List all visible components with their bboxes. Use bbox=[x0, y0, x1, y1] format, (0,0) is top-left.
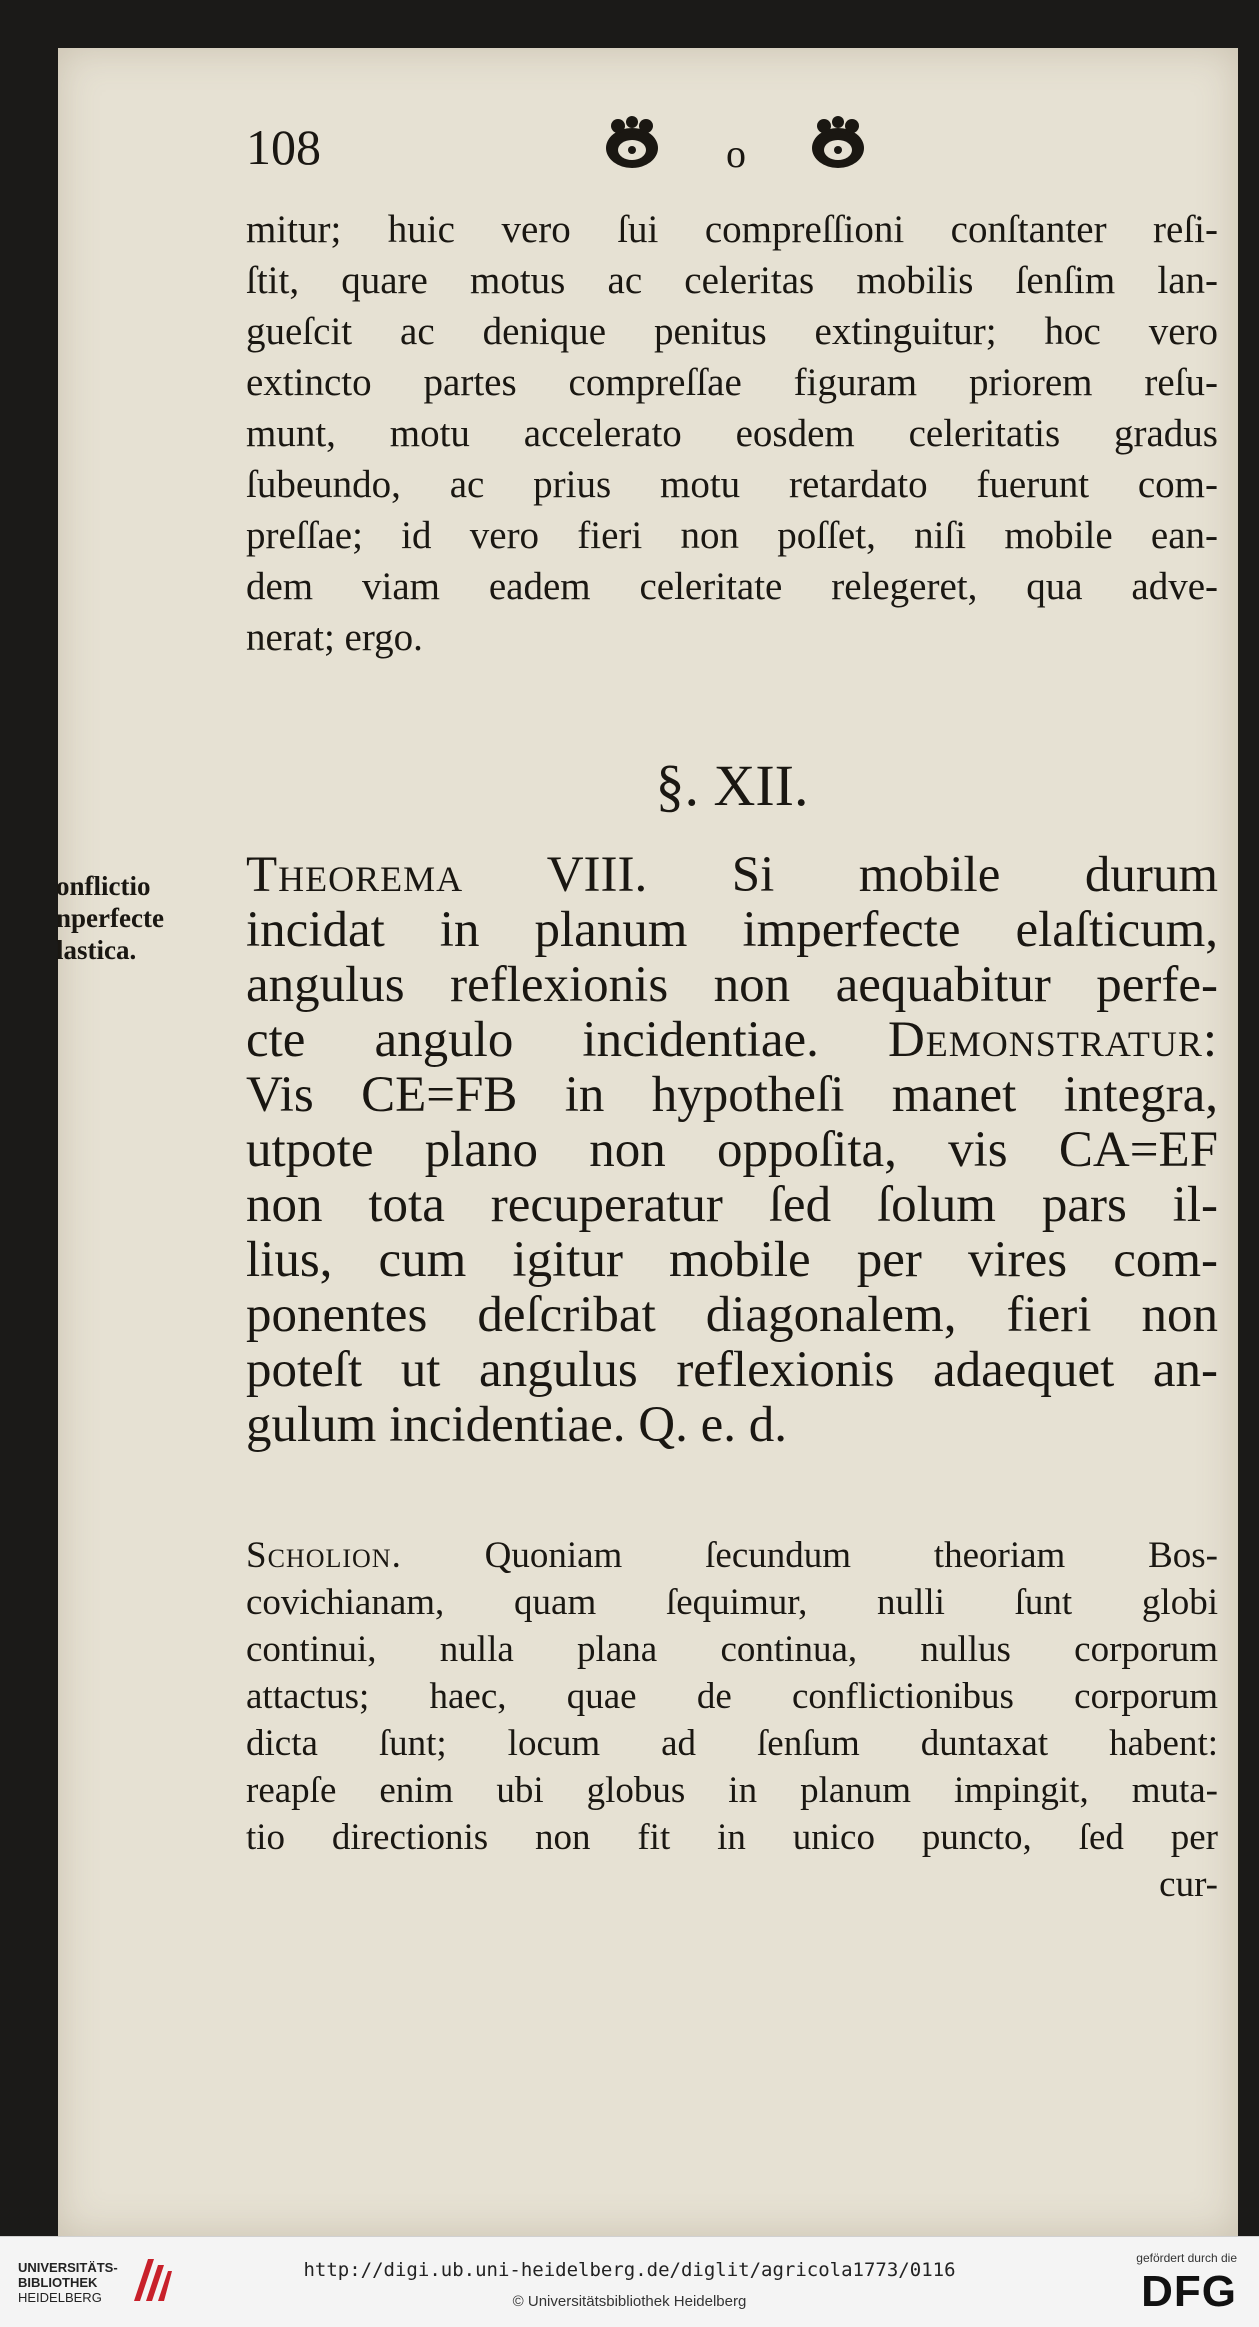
text-line: dem viam eadem celeritate relegeret, qua adve- bbox=[246, 565, 1218, 608]
theorem-number: VIII. bbox=[546, 847, 648, 903]
library-name-line: BIBLIOTHEK bbox=[18, 2275, 98, 2290]
text-line: continui, nulla plana continua, nullus corporum bbox=[246, 1629, 1218, 1670]
demonstratur-label: Demonstratur: bbox=[887, 1012, 1218, 1068]
text-line: tio directionis non fit in unico puncto, ſed per bbox=[246, 1817, 1218, 1858]
margin-note-line: lastica. bbox=[56, 935, 137, 965]
text-line: gulum incidentiae. Q. e. d. bbox=[246, 1397, 788, 1453]
text-segment: cte angulo incidentiae. bbox=[246, 1012, 819, 1068]
scholion-text: Quoniam ſecundum theoriam Bos- bbox=[484, 1535, 1219, 1576]
page-number: 108 bbox=[246, 119, 321, 175]
theorem-first-line bbox=[246, 848, 1218, 903]
ornament-left-icon bbox=[596, 114, 668, 176]
theorem-demo-line bbox=[246, 1013, 1218, 1068]
text-line: covichianam, quam ſequimur, nulli ſunt globi bbox=[246, 1582, 1218, 1623]
library-name-line: UNIVERSITÄTS- bbox=[18, 2260, 118, 2275]
copyright-notice: © Universitätsbibliothek Heidelberg bbox=[512, 2293, 747, 2310]
text-line: non tota recuperatur ſed ſolum pars il- bbox=[246, 1177, 1218, 1233]
text-line: angulus reflexionis non aequabitur perfe- bbox=[246, 957, 1218, 1013]
text-line: munt, motu accelerato eosdem celeritatis gradus bbox=[246, 412, 1218, 455]
text-line: ſtit, quare motus ac celeritas mobilis ſenſim lan- bbox=[246, 259, 1218, 302]
theorem-label: Theorema bbox=[246, 847, 464, 903]
text-line: ponentes deſcribat diagonalem, fieri non bbox=[246, 1287, 1218, 1343]
header-center-mark: o bbox=[726, 131, 746, 176]
top-paragraph bbox=[246, 204, 1218, 663]
library-name-line: HEIDELBERG bbox=[18, 2290, 102, 2305]
text-line: attactus; haec, quae de conflictionibus corporum bbox=[246, 1676, 1218, 1717]
margin-note bbox=[56, 870, 216, 966]
text-line: Vis CE=FB in hypotheſi manet integra, bbox=[246, 1067, 1218, 1123]
text-line: reapſe enim ubi globus in planum impingit, muta- bbox=[246, 1770, 1218, 1811]
text-line: dicta ſunt; locum ad ſenſum duntaxat habent: bbox=[246, 1723, 1218, 1764]
catchword: cur- bbox=[1159, 1864, 1218, 1905]
text-line: ſubeundo, ac prius motu retardato fuerunt com- bbox=[246, 463, 1218, 506]
page-header bbox=[246, 108, 1206, 188]
funding-caption: gefördert durch die bbox=[1136, 2251, 1237, 2265]
section-heading: §. XII. bbox=[655, 753, 809, 818]
scholion-first-line bbox=[246, 1532, 1218, 1579]
text-line: preſſae; id vero fieri non poſſet, niſi mobile ean- bbox=[246, 514, 1218, 557]
text-line: nerat; ergo. bbox=[246, 616, 423, 659]
permalink-url[interactable]: http://digi.ub.uni-heidelberg.de/diglit/agricola1773/0116 bbox=[303, 2259, 956, 2281]
text-line: poteſt ut angulus reflexionis adaequet an- bbox=[246, 1342, 1218, 1398]
text-line: utpote plano non oppoſita, vis CA=EF bbox=[246, 1122, 1218, 1178]
text-line: mitur; huic vero ſui compreſſioni conſtanter reſi- bbox=[246, 208, 1218, 251]
text-line: extincto partes compreſſae figuram priorem reſu- bbox=[246, 361, 1218, 404]
ornament-right-icon bbox=[802, 114, 874, 176]
theorem-text: Si mobile durum bbox=[731, 847, 1218, 903]
scholion-label: Scholion. bbox=[246, 1535, 402, 1576]
theorem-paragraph bbox=[246, 848, 1218, 1453]
margin-note-line: nperfecte bbox=[56, 903, 164, 933]
text-line: gueſcit ac denique penitus extinguitur; hoc vero bbox=[246, 310, 1218, 353]
text-line: lius, cum igitur mobile per vires com- bbox=[246, 1232, 1218, 1288]
dfg-logo[interactable]: DFG bbox=[1141, 2267, 1237, 2316]
text-line: incidat in planum imperfecte elaſticum, bbox=[246, 902, 1218, 958]
margin-note-line: onflictio bbox=[56, 871, 151, 901]
footer-bar bbox=[0, 2236, 1259, 2327]
scholion-paragraph bbox=[246, 1532, 1218, 1908]
